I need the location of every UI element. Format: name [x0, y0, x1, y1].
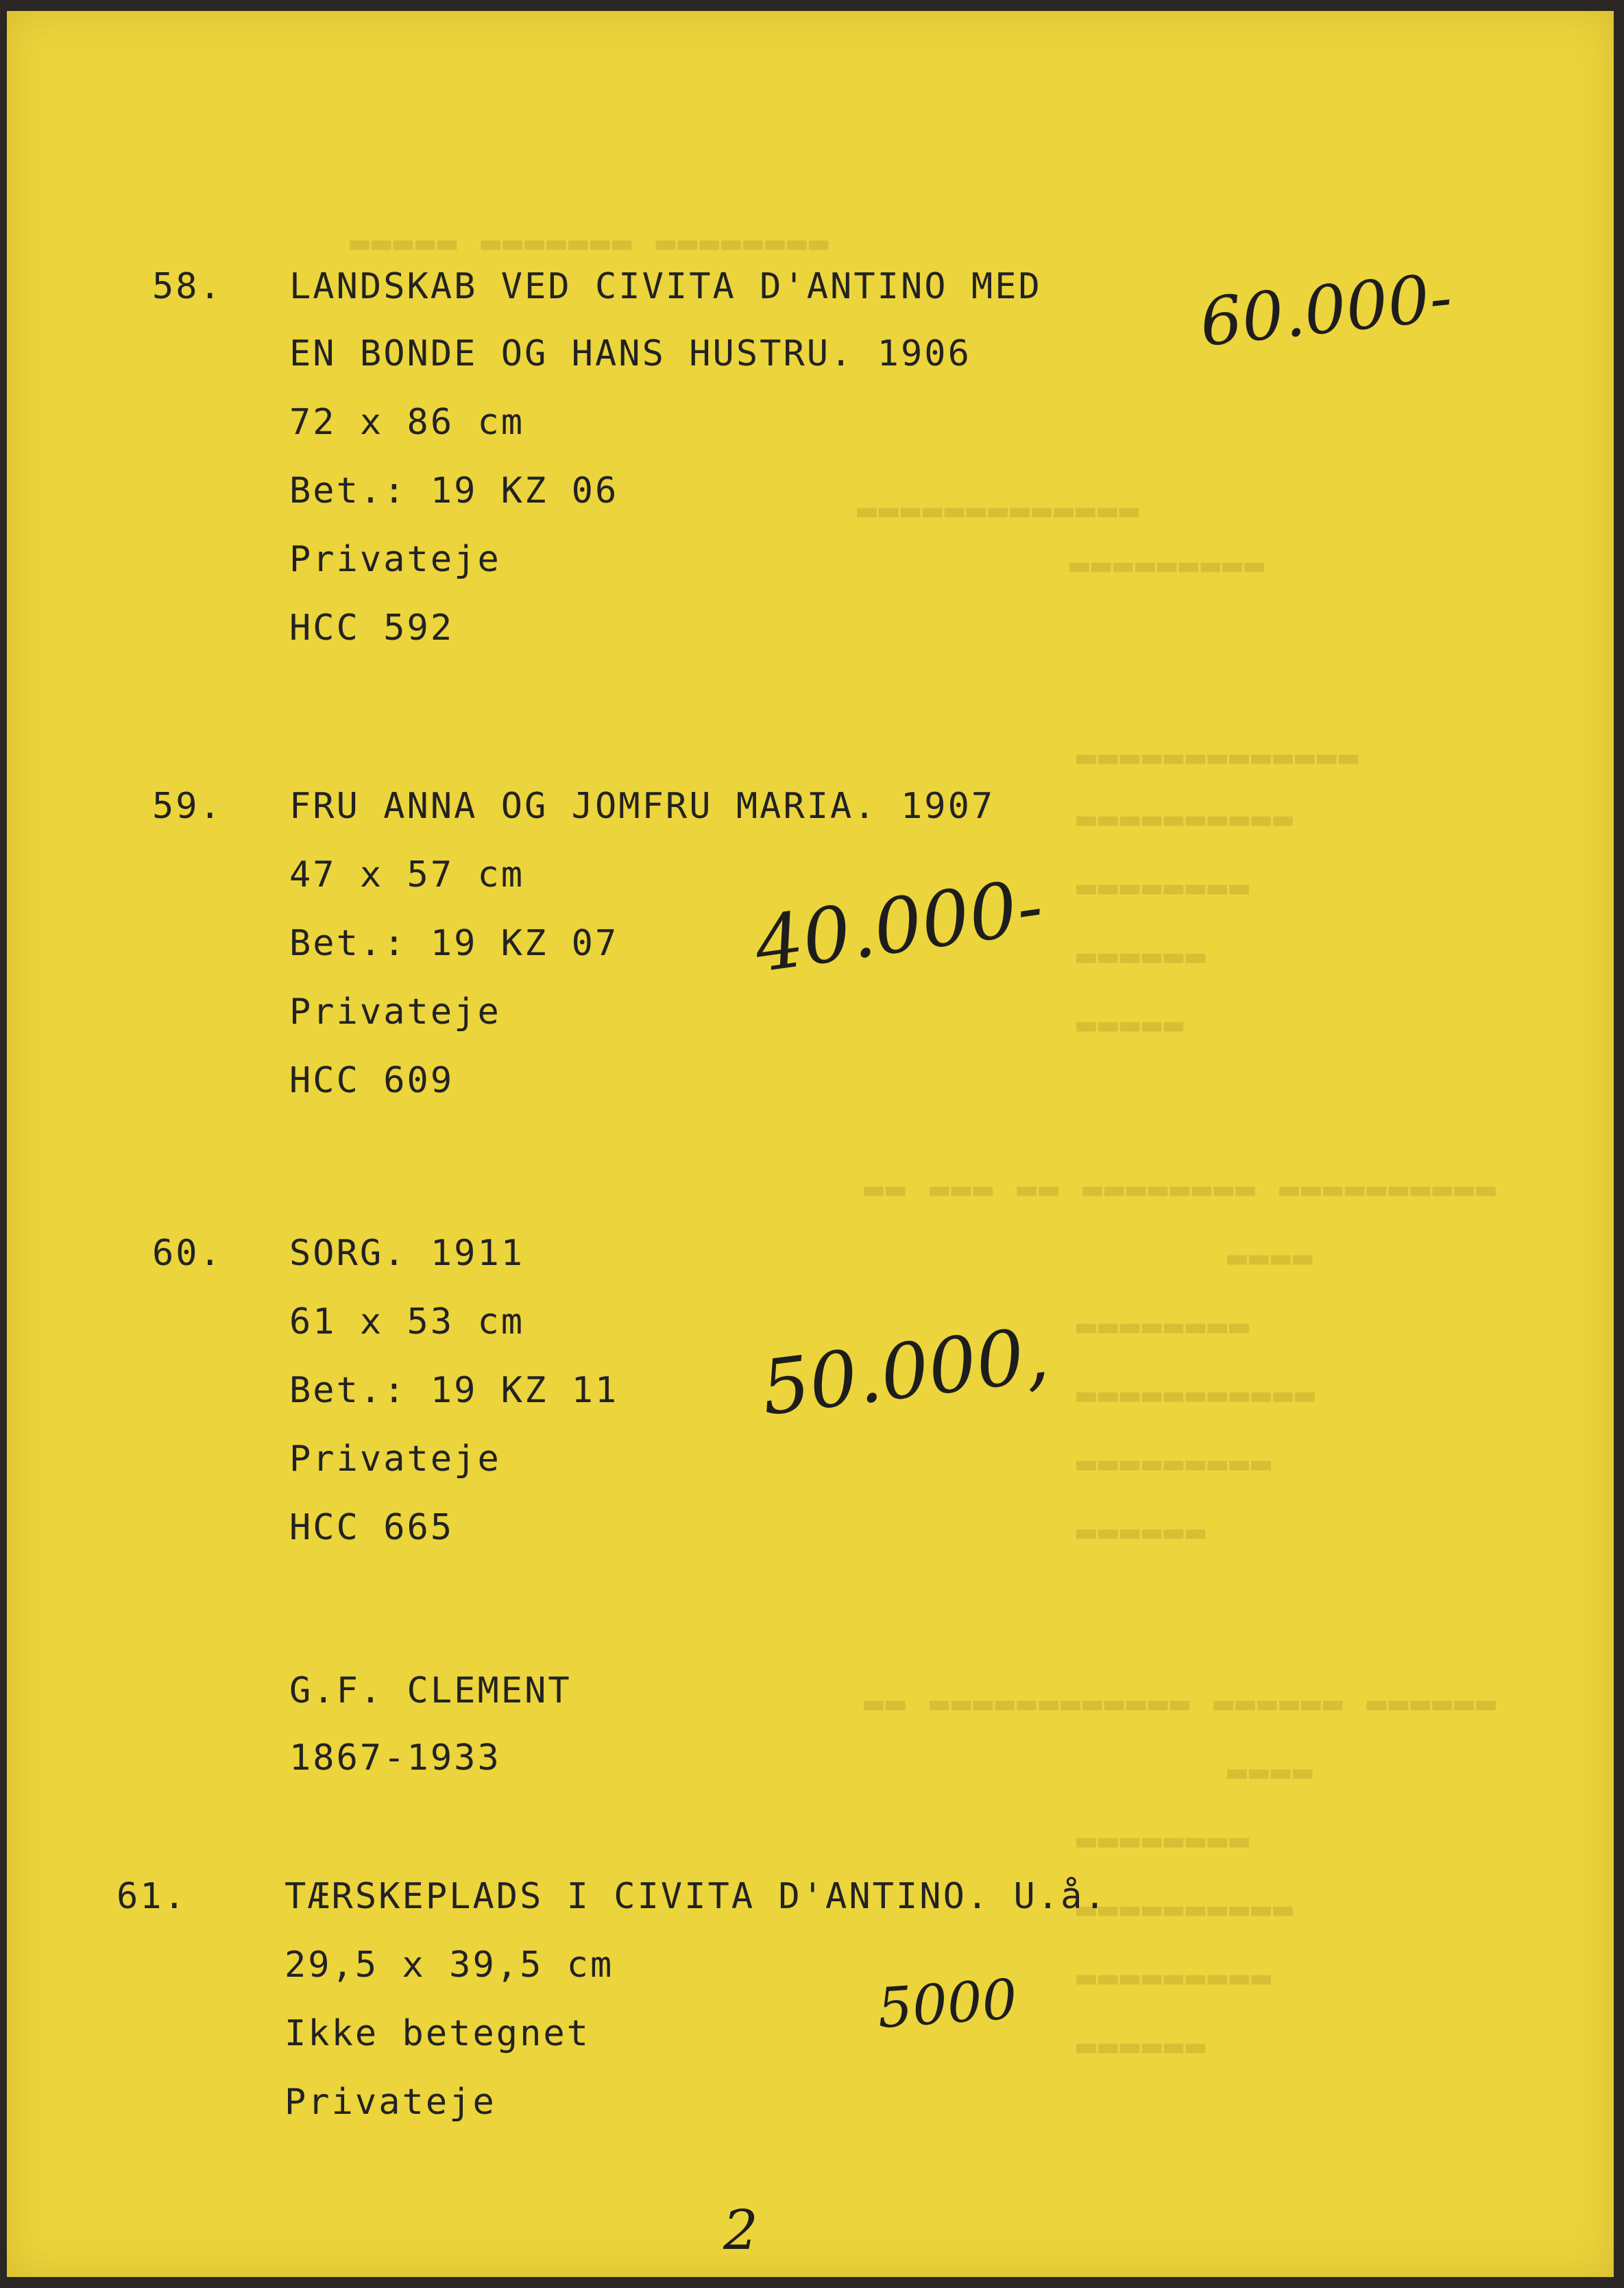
entry-dimensions: 47 x 57 cm: [289, 854, 525, 895]
entry-dimensions: 61 x 53 cm: [289, 1301, 525, 1342]
document-page: ▬▬▬▬▬ ▬▬▬▬▬▬▬ ▬▬▬▬▬▬▬▬ ▬▬▬▬▬▬▬▬▬▬▬▬▬ ▬▬▬▬▬▬▬▬▬ ▬▬▬▬▬▬▬▬▬▬▬▬▬ ▬▬▬▬▬▬▬▬▬▬ ▬▬▬▬▬▬▬▬ ▬▬▬▬▬▬ ▬▬▬▬▬ ▬▬ ▬▬▬ ▬▬ ▬▬▬▬▬▬▬▬ ▬▬▬▬▬▬▬▬▬▬ ▬▬▬▬ ▬▬▬▬▬▬▬▬ ▬▬▬▬▬▬▬▬▬▬▬ ▬▬▬▬▬▬▬▬▬ ▬▬▬▬▬▬ ▬▬ ▬▬▬▬▬▬▬▬▬▬▬▬ ▬▬▬▬▬▬ ▬▬▬▬▬▬ ▬▬▬▬ ▬▬▬▬▬▬▬▬ ▬▬▬▬▬▬▬▬▬▬ ▬▬▬▬▬▬▬▬▬ ▬▬▬▬▬▬ 58. LANDSKAB VED CIVITA D'ANTINO MED EN BONDE OG HANS HUSTRU. 1906 72 x 86 cm Bet.: 19 KZ 06 Privateje HCC 592 60.000- 59. FRU ANNA OG JOMFRU MARIA. 1907 47 x 57 cm Bet.: 19 KZ 07 Privateje HCC 609 40.000- 60. SORG. 1911 61 x 53 cm Bet.: 19 KZ 11 Privateje HCC 665 50.000, G.F. CLEMENT 1867-1933 61. TÆRSKEPLADS I CIVITA D'ANTINO. U.å. 29,5 x 39,5 cm Ikke betegnet Privateje 5000 2: [7, 11, 1614, 2277]
page-number: 2: [723, 2198, 758, 2262]
entry-title: EN BONDE OG HANS HUSTRU. 1906: [289, 333, 971, 374]
entry-title: TÆRSKEPLADS I CIVITA D'ANTINO. U.å.: [284, 1876, 1108, 1917]
handwritten-price: 60.000-: [1196, 258, 1456, 361]
entry-title: FRU ANNA OG JOMFRU MARIA. 1907: [289, 786, 995, 827]
handwritten-price: 5000: [875, 1967, 1019, 2040]
entry-owner: Privateje: [289, 1438, 501, 1480]
entry-signature: Bet.: 19 KZ 11: [289, 1370, 619, 1411]
entry-signature: Bet.: 19 KZ 07: [289, 923, 619, 964]
handwritten-price: 40.000-: [749, 862, 1048, 989]
entry-catalogue-ref: HCC 609: [289, 1060, 455, 1101]
entry-catalogue-ref: HCC 592: [289, 607, 455, 649]
entry-catalogue-ref: HCC 665: [289, 1507, 455, 1548]
entry-number: 60.: [152, 1233, 223, 1274]
entry-number: 61.: [117, 1876, 187, 1917]
entry-title: SORG. 1911: [289, 1233, 525, 1274]
entry-number: 59.: [152, 786, 223, 827]
artist-dates: 1867-1933: [289, 1737, 501, 1779]
entry-signature: Ikke betegnet: [284, 2013, 590, 2054]
handwritten-price: 50.000,: [756, 1310, 1054, 1433]
entry-owner: Privateje: [284, 2082, 496, 2123]
artist-name: G.F. CLEMENT: [289, 1670, 572, 1711]
entry-number: 58.: [152, 266, 223, 307]
entry-owner: Privateje: [289, 991, 501, 1033]
entry-dimensions: 29,5 x 39,5 cm: [284, 1944, 614, 1986]
entry-signature: Bet.: 19 KZ 06: [289, 470, 619, 511]
entry-owner: Privateje: [289, 539, 501, 580]
entry-dimensions: 72 x 86 cm: [289, 402, 525, 443]
entry-title: LANDSKAB VED CIVITA D'ANTINO MED: [289, 266, 1042, 307]
